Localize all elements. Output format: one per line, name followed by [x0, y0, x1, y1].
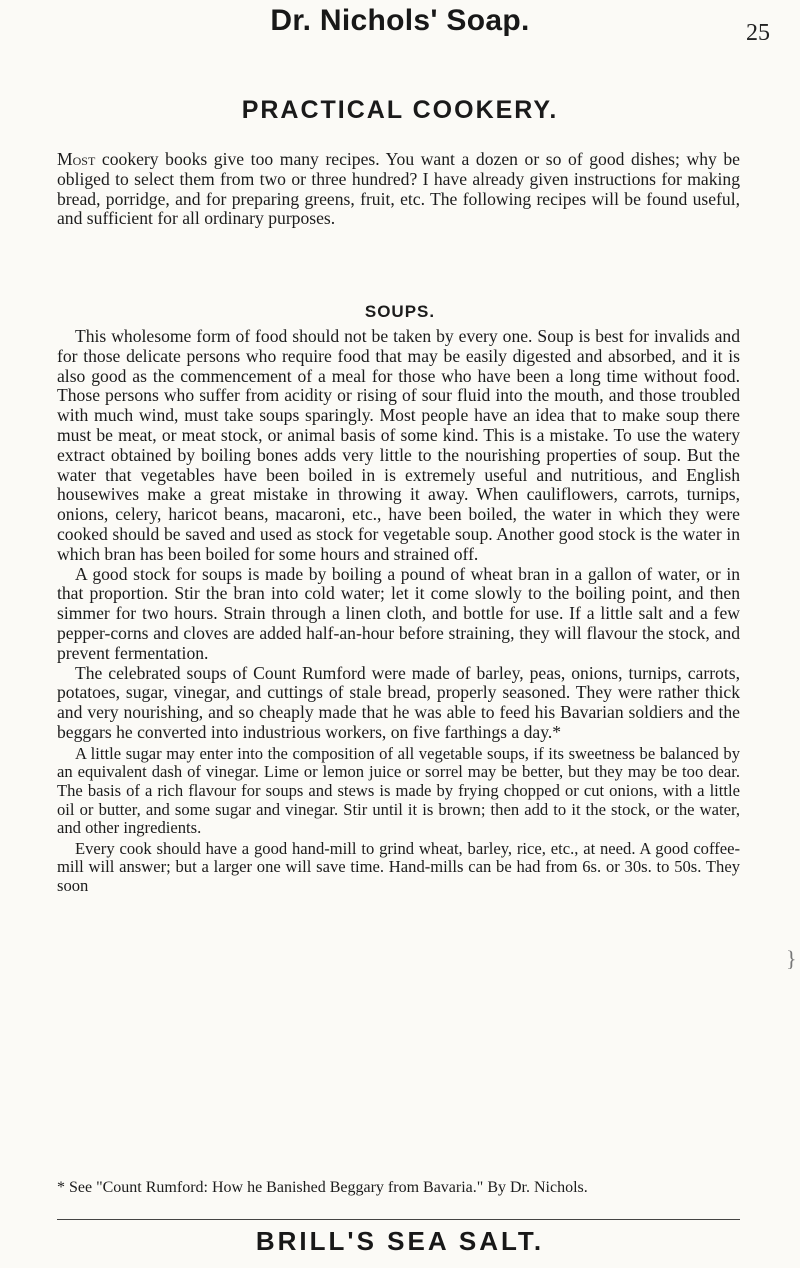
footer-divider	[57, 1219, 740, 1220]
intro-text: cookery books give too many recipes. You want a dozen or so of good dishes; why be obliged to select them from two or three hundred? I have already given instructions for making bread, porridge, and for preparing greens, fruit, etc. The following recipes will be found useful, and sufficient for all ordinary purposes.	[57, 149, 740, 229]
soups-section	[57, 327, 740, 895]
chapter-title: PRACTICAL COOKERY.	[241, 96, 559, 124]
intro-paragraph	[57, 150, 740, 229]
footnote: * See "Count Rumford: How he Banished Beggary from Bavaria." By Dr. Nichols.	[57, 1179, 588, 1196]
soups-paragraph: A little sugar may enter into the composition of all vegetable soups, if its sweetness be balanced by an equivalent dash of vinegar. Lime or lemon juice or sorrel may be better, but they may be too dear. The basis of a rich flavour for soups and stews is made by frying chopped or cut onions, with a little oil or butter, and some sugar and vinegar. Stir until it is brown; then add to it the stock, or the water, and other ingredients.	[57, 743, 740, 838]
soups-paragraph: Every cook should have a good hand-mill to grind wheat, barley, rice, etc., at need. A good coffee-mill will answer; but a larger one will save time. Hand-mills can be had from 6s. or 30s. to 50s. They soon	[57, 838, 740, 895]
running-head: Dr. Nichols' Soap.	[270, 4, 530, 37]
margin-bracket-mark: }	[786, 946, 797, 971]
soups-paragraph: A good stock for soups is made by boiling a pound of wheat bran in a gallon of water, or in that proportion. Stir the bran into cold water; let it come slowly to the boiling point, and then simmer for two hours. Strain through a linen cloth, and bottle for use. If a little salt and a few pepper-corns and cloves are added half-an-hour before straining, they will flavour the stock, and prevent fermentation.	[57, 563, 740, 663]
intro-first-word: Most	[57, 149, 96, 169]
soups-paragraph: This wholesome form of food should not be taken by every one. Soup is best for invalids and for those delicate persons who require food that may be easily digested and absorbed, and it is also good as the commencement of a meal for those who have been a long time without food. Those persons who suffer from acidity or rising of sour fluid into the mouth, and those troubled with much wind, must take soups sparingly. Most people have an idea that to make soup there must be meat, or meat stock, or animal basis of some kind. This is a mistake. To use the watery extract obtained by boiling bones adds very little to the nourishing properties of soup. But the water that vegetables have been boiled in is extremely useful and nutritious, and English housewives make a great mistake in throwing it away. When cauliflowers, carrots, turnips, onions, celery, haricot beans, macaroni, etc., have been boiled, the water in which they were cooked should be saved and used as stock for vegetable soup. Another good stock is the water in which bran has been boiled for some hours and strained off.	[57, 326, 740, 564]
soups-paragraph: The celebrated soups of Count Rumford were made of barley, peas, onions, turnips, carrots, potatoes, sugar, vinegar, and cuttings of stale bread, properly seasoned. They were rather thick and very nourishing, and so cheaply made that he was able to feed his Bavarian soldiers and the beggars he converted into industrious workers, on five farthings a day.*	[57, 662, 740, 742]
running-foot: BRILL'S SEA SALT.	[255, 1226, 545, 1256]
section-heading-soups: SOUPS.	[364, 302, 436, 321]
page-number: 25	[746, 20, 770, 46]
